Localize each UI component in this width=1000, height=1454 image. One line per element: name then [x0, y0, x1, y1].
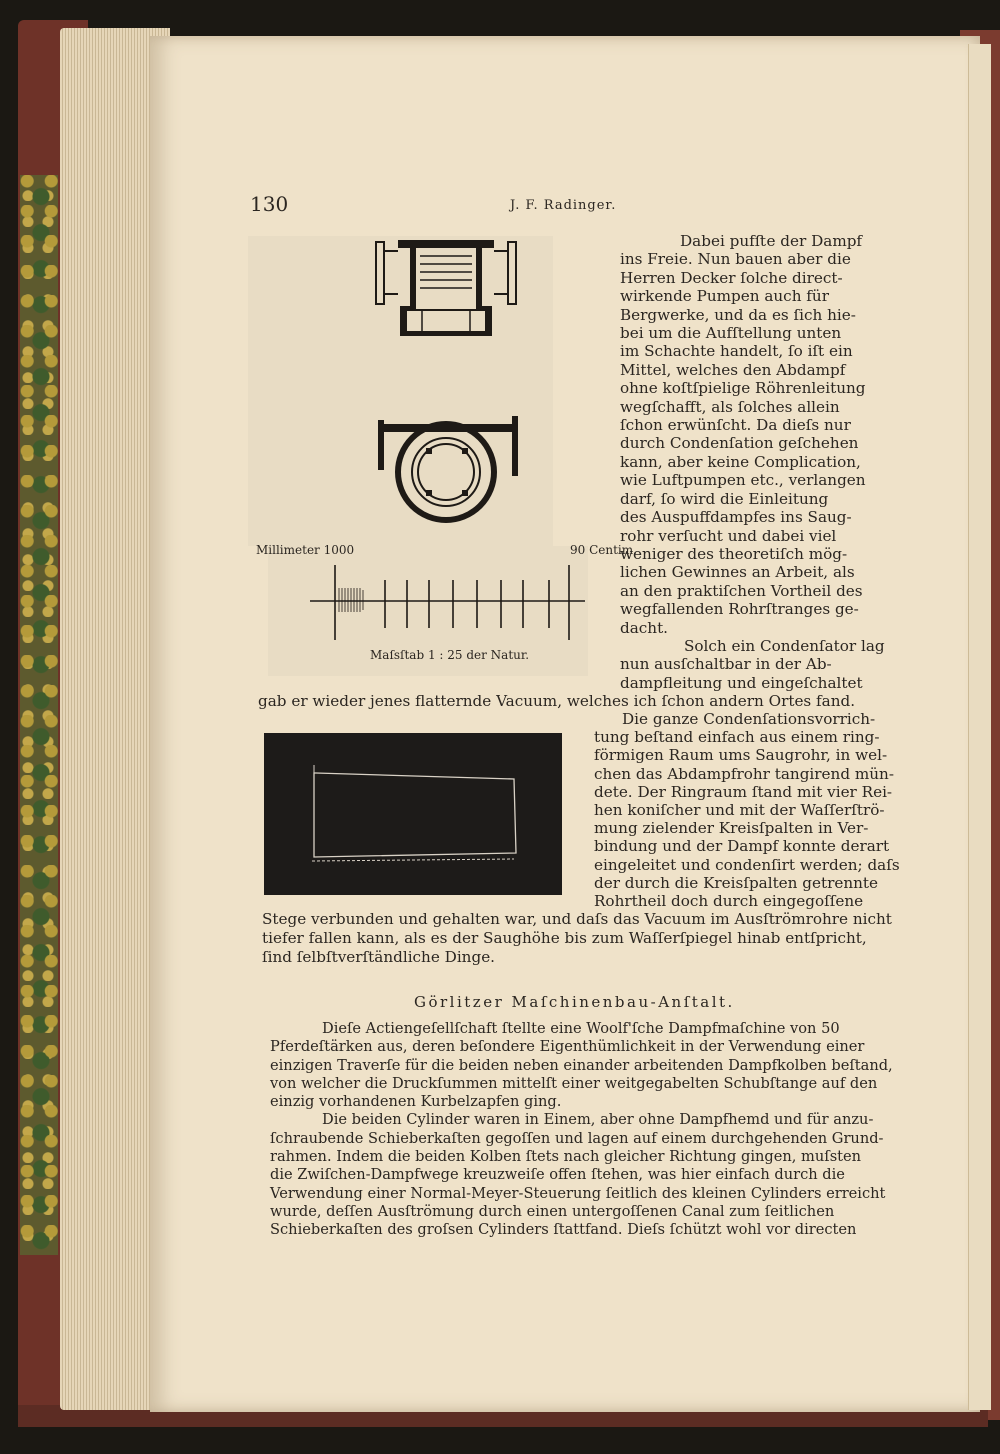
text-line: Stege verbunden und gehalten war, und daſs das Vacuum im Ausſtrömrohre nicht [262, 910, 892, 928]
text-line: Die beiden Cylinder waren in Einem, aber ohne Dampfhemd und für anzu- [322, 1111, 874, 1129]
running-head: J. F. Radinger. [510, 198, 617, 213]
text-line: wurde, deſſen Ausſtrömung durch einen untergoſſenen Canal zum ſeitlichen [270, 1202, 835, 1220]
text-line: Dieſe Actiengeſellſchaft ſtellte eine Woolf'ſche Dampfmaſchine von 50 [322, 1020, 840, 1037]
text-line: dampfleitung und eingeſchaltet [620, 673, 863, 692]
section-title: Görlitzer Maſchinenbau-Anſtalt. [414, 993, 735, 1011]
text-line: Schieberkaſten des groſsen Cylinders ſtattfand. Dieſs ſchützt wohl vor directen [270, 1221, 857, 1239]
text-line: ſchraubende Schieberkaſten gegoſſen und lagen auf einem durchgehenden Grund- [270, 1129, 884, 1147]
text-line: tiefer fallen kann, als es der Saughöhe bis zum Waſſerſpiegel hinab entſpricht, [262, 929, 867, 947]
vacuum-diagram-trace [264, 733, 562, 895]
text-line: ins Freie. Nun bauen aber die [620, 250, 851, 269]
text-line: Rohrtheil doch durch eingegoſſene [594, 892, 864, 911]
scale-caption: Maſsſtab 1 : 25 der Natur. [370, 648, 530, 662]
text-line: Dabei pufﬅe der Dampf [680, 232, 863, 250]
text-line: von welcher die Druckſummen mittelſt einer weitgegabelten Schubſtange auf den [270, 1074, 878, 1092]
text-line: Verwendung einer Normal-Meyer-Steuerung ſeitlich des kleinen Cylinders erreicht [270, 1184, 886, 1202]
text-line: eingeleitet und condenſirt werden; daſs [594, 855, 900, 874]
text-line: kann, aber keine Complication, [620, 452, 861, 471]
text-line: nun ausſchaltbar in der Ab- [620, 655, 832, 674]
text-line: förmigen Raum ums Saugrohr, in wel- [594, 746, 888, 765]
text-line: im Schachte handelt, ſo iſt ein [620, 342, 853, 361]
text-line: tung beſtand einfach aus einem ring- [594, 728, 880, 747]
text-line: ſchon erwünſcht. Da dieſs nur [620, 416, 851, 435]
scale-label-right: 90 Centim. [570, 543, 637, 557]
text-line: ſind ſelbſtverſtändliche Dinge. [262, 948, 496, 966]
text-line: chen das Abdampfrohr tangirend mün- [594, 764, 894, 783]
scale-bar [305, 560, 590, 645]
text-line: Herren Decker ſolche direct- [620, 268, 843, 287]
text-line: die Zwiſchen-Dampfwege kreuzweiſe offen ſtehen, was hier einfach durch die [270, 1166, 845, 1184]
text-line: Die ganze Condenſationsvorrich- [622, 710, 876, 728]
text-line: mung zielender Kreisſpalten in Ver- [594, 819, 869, 838]
page-number: 130 [250, 192, 289, 216]
text-line: wegfallenden Rohrſtranges ge- [620, 600, 859, 619]
text-line: bindung und der Dampf konnte derart [594, 837, 890, 856]
text-line: rohr verſucht und dabei viel [620, 526, 837, 545]
text-line: bei um die Aufſtellung unten [620, 324, 842, 343]
text-line: wirkende Pumpen auch für [620, 287, 829, 306]
text-line: einzig vorhandenen Kurbelzapfen ging. [270, 1093, 562, 1111]
text-line: durch Condenſation geſchehen [620, 434, 859, 453]
text-line: rahmen. Indem die beiden Kolben ſtets nach gleicher Richtung gingen, muſsten [270, 1148, 862, 1166]
text-line: wegſchafft, als ſolches allein [620, 397, 840, 416]
text-line: Pferdeſtärken aus, deren beſondere Eigenthümlichkeit in der Verwendung einer [270, 1038, 865, 1056]
right-column-text [620, 232, 885, 692]
marbled-endpaper [20, 175, 58, 1255]
text-line: dacht. [620, 618, 668, 637]
text-line: wie Luftpumpen etc., verlangen [620, 471, 866, 490]
text-line: an den praktiſchen Vortheil des [620, 581, 863, 600]
text-line: Mittel, welches den Abdampf [620, 360, 846, 379]
page-right-edge [968, 44, 991, 1410]
section-body [270, 1020, 893, 1240]
text-line: dete. Der Ringraum ſtand mit vier Rei- [594, 782, 893, 801]
text-line: hen koniſcher und mit der Waſſerſtrö- [594, 801, 885, 820]
text-line: weniger des theoretiſch mög- [620, 544, 848, 563]
text-line: der durch die Kreisſpalten getrennte [594, 873, 878, 892]
text-line: darf, ſo wird die Einleitung [620, 489, 829, 508]
text-line: Bergwerke, und da es ſich hie- [620, 305, 856, 324]
condenser-drawing [370, 236, 530, 546]
paragraph-end [262, 910, 892, 967]
text-line: lichen Gewinnes an Arbeit, als [620, 563, 855, 582]
text-line: ohne koſtſpielige Röhrenleitung [620, 379, 866, 398]
text-line: einzigen Traverſe für die beiden neben einander arbeitenden Dampfkolben beſtand, [270, 1056, 893, 1074]
right-column-text-2 [594, 710, 900, 910]
vacuum-diagram-image [264, 733, 562, 895]
text-line: des Auspuffdampfes ins Saug- [620, 508, 852, 527]
scale-label-left: Millimeter 1000 [256, 543, 355, 557]
text-line-full: gab er wieder jenes flatternde Vacuum, welches ich ſchon andern Ortes fand. [258, 692, 856, 710]
text-line: Solch ein Condenſator lag [684, 636, 885, 655]
